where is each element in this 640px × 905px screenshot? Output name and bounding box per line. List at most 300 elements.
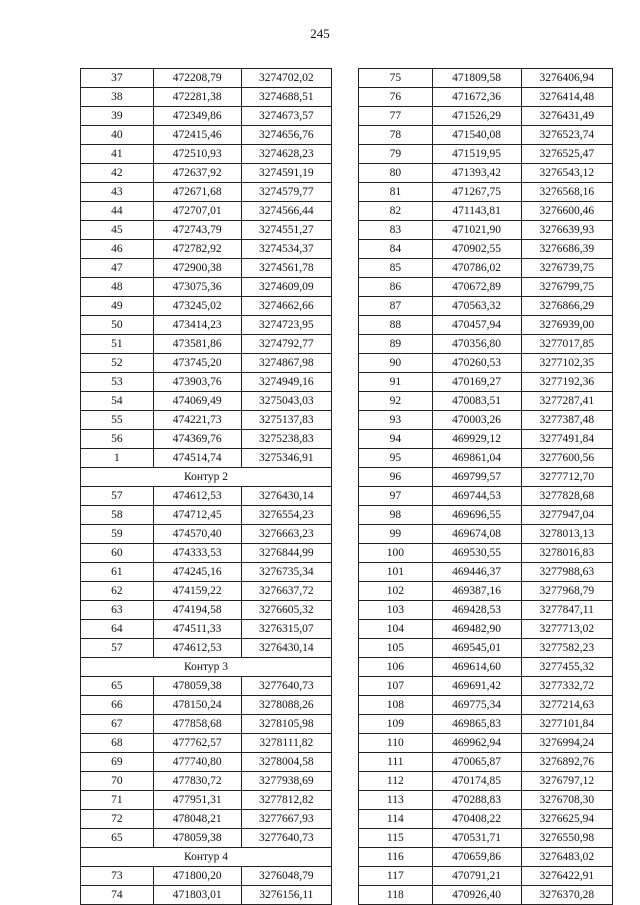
point-number-cell: 86: [359, 278, 433, 297]
x-coordinate-cell: 469962,94: [432, 734, 521, 753]
x-coordinate-cell: 470356,80: [432, 335, 521, 354]
x-coordinate-cell: 474712,45: [153, 506, 241, 525]
point-number-cell: 75: [359, 69, 433, 88]
table-row: [81, 791, 332, 810]
table-row: [81, 601, 332, 620]
x-coordinate-cell: 469674,08: [432, 525, 521, 544]
x-coordinate-cell: 473414,23: [153, 316, 241, 335]
y-coordinate-cell: 3277332,72: [521, 677, 612, 696]
x-coordinate-cell: 470083,51: [432, 392, 521, 411]
point-number-cell: 55: [81, 411, 154, 430]
y-coordinate-cell: 3277812,82: [241, 791, 331, 810]
x-coordinate-cell: 473581,86: [153, 335, 241, 354]
x-coordinate-cell: 474159,22: [153, 582, 241, 601]
table-row: [359, 639, 613, 658]
x-coordinate-cell: 474612,53: [153, 639, 241, 658]
point-number-cell: 59: [81, 525, 154, 544]
point-number-cell: 60: [81, 544, 154, 563]
y-coordinate-cell: 3276892,76: [521, 753, 612, 772]
x-coordinate-cell: 469929,12: [432, 430, 521, 449]
table-row: [81, 297, 332, 316]
x-coordinate-cell: 470260,53: [432, 354, 521, 373]
y-coordinate-cell: 3278013,13: [521, 525, 612, 544]
table-row: [359, 810, 613, 829]
point-number-cell: 58: [81, 506, 154, 525]
x-coordinate-cell: 474069,49: [153, 392, 241, 411]
x-coordinate-cell: 477951,31: [153, 791, 241, 810]
y-coordinate-cell: 3276406,94: [521, 69, 612, 88]
x-coordinate-cell: 474221,73: [153, 411, 241, 430]
y-coordinate-cell: 3276637,72: [241, 582, 331, 601]
x-coordinate-cell: 470672,89: [432, 278, 521, 297]
point-number-cell: 97: [359, 487, 433, 506]
table-row: [359, 734, 613, 753]
x-coordinate-cell: 472782,92: [153, 240, 241, 259]
point-number-cell: 110: [359, 734, 433, 753]
contour-header-row: [81, 848, 332, 867]
y-coordinate-cell: 3275137,83: [241, 411, 331, 430]
point-number-cell: 70: [81, 772, 154, 791]
point-number-cell: 95: [359, 449, 433, 468]
y-coordinate-cell: 3277287,41: [521, 392, 612, 411]
table-row: [81, 392, 332, 411]
x-coordinate-cell: 470174,85: [432, 772, 521, 791]
table-row: [81, 278, 332, 297]
y-coordinate-cell: 3276431,49: [521, 107, 612, 126]
table-row: [359, 525, 613, 544]
coordinates-table-right: [358, 68, 613, 905]
y-coordinate-cell: 3276639,93: [521, 221, 612, 240]
x-coordinate-cell: 470288,83: [432, 791, 521, 810]
point-number-cell: 42: [81, 164, 154, 183]
point-number-cell: 108: [359, 696, 433, 715]
y-coordinate-cell: 3277582,23: [521, 639, 612, 658]
x-coordinate-cell: 470065,87: [432, 753, 521, 772]
table-row: [81, 240, 332, 259]
table-row: [81, 734, 332, 753]
point-number-cell: 46: [81, 240, 154, 259]
point-number-cell: 117: [359, 867, 433, 886]
y-coordinate-cell: 3277667,93: [241, 810, 331, 829]
coordinates-table-left-body: [81, 69, 332, 905]
x-coordinate-cell: 474570,40: [153, 525, 241, 544]
y-coordinate-cell: 3276686,39: [521, 240, 612, 259]
table-row: [359, 411, 613, 430]
table-row: [359, 373, 613, 392]
table-row: [81, 544, 332, 563]
x-coordinate-cell: 472349,86: [153, 107, 241, 126]
y-coordinate-cell: 3274534,37: [241, 240, 331, 259]
table-row: [81, 696, 332, 715]
y-coordinate-cell: 3276708,30: [521, 791, 612, 810]
table-row: [81, 202, 332, 221]
y-coordinate-cell: 3276739,75: [521, 259, 612, 278]
coordinates-table-left: [80, 68, 332, 905]
y-coordinate-cell: 3276735,34: [241, 563, 331, 582]
x-coordinate-cell: 473245,02: [153, 297, 241, 316]
point-number-cell: 102: [359, 582, 433, 601]
point-number-cell: 79: [359, 145, 433, 164]
x-coordinate-cell: 477858,68: [153, 715, 241, 734]
x-coordinate-cell: 474369,76: [153, 430, 241, 449]
y-coordinate-cell: 3274792,77: [241, 335, 331, 354]
y-coordinate-cell: 3276315,07: [241, 620, 331, 639]
table-row: [359, 145, 613, 164]
point-number-cell: 44: [81, 202, 154, 221]
y-coordinate-cell: 3274551,27: [241, 221, 331, 240]
x-coordinate-cell: 472510,93: [153, 145, 241, 164]
point-number-cell: 96: [359, 468, 433, 487]
point-number-cell: 101: [359, 563, 433, 582]
y-coordinate-cell: 3274688,51: [241, 88, 331, 107]
x-coordinate-cell: 470003,26: [432, 411, 521, 430]
table-row: [81, 620, 332, 639]
point-number-cell: 40: [81, 126, 154, 145]
coordinates-table-right-body: [359, 69, 613, 905]
table-row: [359, 297, 613, 316]
point-number-cell: 53: [81, 373, 154, 392]
y-coordinate-cell: 3277455,32: [521, 658, 612, 677]
table-row: [81, 677, 332, 696]
table-row: [81, 449, 332, 468]
table-row: [359, 563, 613, 582]
x-coordinate-cell: 474511,33: [153, 620, 241, 639]
table-row: [81, 316, 332, 335]
x-coordinate-cell: 470169,27: [432, 373, 521, 392]
table-row: [359, 126, 613, 145]
y-coordinate-cell: 3276844,99: [241, 544, 331, 563]
x-coordinate-cell: 470408,22: [432, 810, 521, 829]
y-coordinate-cell: 3277713,02: [521, 620, 612, 639]
table-row: [81, 259, 332, 278]
point-number-cell: 38: [81, 88, 154, 107]
y-coordinate-cell: 3276048,79: [241, 867, 331, 886]
x-coordinate-cell: 473745,20: [153, 354, 241, 373]
point-number-cell: 84: [359, 240, 433, 259]
x-coordinate-cell: 472637,92: [153, 164, 241, 183]
x-coordinate-cell: 469691,42: [432, 677, 521, 696]
point-number-cell: 73: [81, 867, 154, 886]
table-row: [359, 582, 613, 601]
point-number-cell: 47: [81, 259, 154, 278]
x-coordinate-cell: 469775,34: [432, 696, 521, 715]
x-coordinate-cell: 469530,55: [432, 544, 521, 563]
point-number-cell: 57: [81, 639, 154, 658]
point-number-cell: 116: [359, 848, 433, 867]
table-row: [359, 620, 613, 639]
y-coordinate-cell: 3275346,91: [241, 449, 331, 468]
table-row: [81, 126, 332, 145]
point-number-cell: 106: [359, 658, 433, 677]
y-coordinate-cell: 3276414,48: [521, 88, 612, 107]
y-coordinate-cell: 3276430,14: [241, 639, 331, 658]
x-coordinate-cell: 472671,68: [153, 183, 241, 202]
x-coordinate-cell: 469446,37: [432, 563, 521, 582]
table-row: [81, 525, 332, 544]
contour-header-row: [81, 658, 332, 677]
point-number-cell: 111: [359, 753, 433, 772]
table-row: [81, 164, 332, 183]
y-coordinate-cell: 3278016,83: [521, 544, 612, 563]
y-coordinate-cell: 3275238,83: [241, 430, 331, 449]
y-coordinate-cell: 3276797,12: [521, 772, 612, 791]
point-number-cell: 39: [81, 107, 154, 126]
table-row: [359, 791, 613, 810]
y-coordinate-cell: 3274662,66: [241, 297, 331, 316]
point-number-cell: 88: [359, 316, 433, 335]
y-coordinate-cell: 3276525,47: [521, 145, 612, 164]
point-number-cell: 51: [81, 335, 154, 354]
y-coordinate-cell: 3276370,28: [521, 886, 612, 905]
x-coordinate-cell: 474245,16: [153, 563, 241, 582]
x-coordinate-cell: 469614,60: [432, 658, 521, 677]
point-number-cell: 65: [81, 829, 154, 848]
table-row: [81, 639, 332, 658]
point-number-cell: 71: [81, 791, 154, 810]
point-number-cell: 80: [359, 164, 433, 183]
table-row: [359, 430, 613, 449]
y-coordinate-cell: 3277600,56: [521, 449, 612, 468]
y-coordinate-cell: 3276156,11: [241, 886, 331, 905]
point-number-cell: 78: [359, 126, 433, 145]
x-coordinate-cell: 469428,53: [432, 601, 521, 620]
y-coordinate-cell: 3277214,63: [521, 696, 612, 715]
point-number-cell: 74: [81, 886, 154, 905]
y-coordinate-cell: 3274702,02: [241, 69, 331, 88]
table-row: [359, 69, 613, 88]
x-coordinate-cell: 469799,57: [432, 468, 521, 487]
y-coordinate-cell: 3276625,94: [521, 810, 612, 829]
point-number-cell: 91: [359, 373, 433, 392]
x-coordinate-cell: 469744,53: [432, 487, 521, 506]
table-row: [359, 392, 613, 411]
table-row: [359, 240, 613, 259]
table-row: [81, 753, 332, 772]
point-number-cell: 45: [81, 221, 154, 240]
table-row: [81, 221, 332, 240]
y-coordinate-cell: 3274628,23: [241, 145, 331, 164]
x-coordinate-cell: 469545,01: [432, 639, 521, 658]
table-row: [81, 183, 332, 202]
y-coordinate-cell: 3278004,58: [241, 753, 331, 772]
point-number-cell: 109: [359, 715, 433, 734]
x-coordinate-cell: 474333,53: [153, 544, 241, 563]
y-coordinate-cell: 3277017,85: [521, 335, 612, 354]
table-row: [359, 886, 613, 905]
point-number-cell: 77: [359, 107, 433, 126]
table-row: [359, 544, 613, 563]
point-number-cell: 115: [359, 829, 433, 848]
point-number-cell: 56: [81, 430, 154, 449]
point-number-cell: 94: [359, 430, 433, 449]
table-row: [359, 221, 613, 240]
y-coordinate-cell: 3274723,95: [241, 316, 331, 335]
table-row: [81, 563, 332, 582]
point-number-cell: 93: [359, 411, 433, 430]
point-number-cell: 105: [359, 639, 433, 658]
table-row: [359, 335, 613, 354]
x-coordinate-cell: 470659,86: [432, 848, 521, 867]
point-number-cell: 52: [81, 354, 154, 373]
point-number-cell: 87: [359, 297, 433, 316]
point-number-cell: 90: [359, 354, 433, 373]
point-number-cell: 49: [81, 297, 154, 316]
point-number-cell: 50: [81, 316, 154, 335]
table-row: [359, 506, 613, 525]
y-coordinate-cell: 3276605,32: [241, 601, 331, 620]
x-coordinate-cell: 471519,95: [432, 145, 521, 164]
table-row: [359, 658, 613, 677]
x-coordinate-cell: 469696,55: [432, 506, 521, 525]
table-row: [359, 354, 613, 373]
table-row: [81, 582, 332, 601]
point-number-cell: 114: [359, 810, 433, 829]
y-coordinate-cell: 3277101,84: [521, 715, 612, 734]
table-row: [81, 715, 332, 734]
point-number-cell: 48: [81, 278, 154, 297]
y-coordinate-cell: 3277192,36: [521, 373, 612, 392]
y-coordinate-cell: 3277387,48: [521, 411, 612, 430]
x-coordinate-cell: 472707,01: [153, 202, 241, 221]
y-coordinate-cell: 3276568,16: [521, 183, 612, 202]
y-coordinate-cell: 3277640,73: [241, 829, 331, 848]
x-coordinate-cell: 470902,55: [432, 240, 521, 259]
point-number-cell: 62: [81, 582, 154, 601]
x-coordinate-cell: 472743,79: [153, 221, 241, 240]
point-number-cell: 57: [81, 487, 154, 506]
point-number-cell: 65: [81, 677, 154, 696]
point-number-cell: 76: [359, 88, 433, 107]
y-coordinate-cell: 3276866,29: [521, 297, 612, 316]
table-row: [81, 335, 332, 354]
point-number-cell: 85: [359, 259, 433, 278]
table-row: [359, 316, 613, 335]
y-coordinate-cell: 3278088,26: [241, 696, 331, 715]
x-coordinate-cell: 471143,81: [432, 202, 521, 221]
table-row: [359, 468, 613, 487]
x-coordinate-cell: 471021,90: [432, 221, 521, 240]
table-row: [81, 88, 332, 107]
y-coordinate-cell: 3277938,69: [241, 772, 331, 791]
point-number-cell: 100: [359, 544, 433, 563]
y-coordinate-cell: 3276994,24: [521, 734, 612, 753]
point-number-cell: 69: [81, 753, 154, 772]
point-number-cell: 112: [359, 772, 433, 791]
y-coordinate-cell: 3274609,09: [241, 278, 331, 297]
point-number-cell: 61: [81, 563, 154, 582]
x-coordinate-cell: 469387,16: [432, 582, 521, 601]
y-coordinate-cell: 3276523,74: [521, 126, 612, 145]
y-coordinate-cell: 3276663,23: [241, 525, 331, 544]
table-row: [81, 487, 332, 506]
x-coordinate-cell: 474612,53: [153, 487, 241, 506]
x-coordinate-cell: 477830,72: [153, 772, 241, 791]
contour-title: Контур 2: [81, 468, 332, 487]
y-coordinate-cell: 3274867,98: [241, 354, 331, 373]
point-number-cell: 107: [359, 677, 433, 696]
table-row: [359, 183, 613, 202]
y-coordinate-cell: 3274591,19: [241, 164, 331, 183]
x-coordinate-cell: 472900,38: [153, 259, 241, 278]
y-coordinate-cell: 3276799,75: [521, 278, 612, 297]
y-coordinate-cell: 3275043,03: [241, 392, 331, 411]
y-coordinate-cell: 3276550,98: [521, 829, 612, 848]
x-coordinate-cell: 471393,42: [432, 164, 521, 183]
x-coordinate-cell: 478059,38: [153, 677, 241, 696]
point-number-cell: 41: [81, 145, 154, 164]
table-row: [359, 696, 613, 715]
y-coordinate-cell: 3274673,57: [241, 107, 331, 126]
table-row: [81, 69, 332, 88]
table-row: [359, 677, 613, 696]
table-row: [359, 487, 613, 506]
x-coordinate-cell: 471809,58: [432, 69, 521, 88]
x-coordinate-cell: 473903,76: [153, 373, 241, 392]
table-row: [81, 886, 332, 905]
y-coordinate-cell: 3277847,11: [521, 601, 612, 620]
table-row: [81, 829, 332, 848]
point-number-cell: 92: [359, 392, 433, 411]
y-coordinate-cell: 3277491,84: [521, 430, 612, 449]
x-coordinate-cell: 474514,74: [153, 449, 241, 468]
point-number-cell: 104: [359, 620, 433, 639]
table-row: [359, 278, 613, 297]
table-row: [359, 164, 613, 183]
table-row: [359, 829, 613, 848]
y-coordinate-cell: 3277968,79: [521, 582, 612, 601]
table-row: [359, 848, 613, 867]
contour-header-row: [81, 468, 332, 487]
point-number-cell: 1: [81, 449, 154, 468]
point-number-cell: 64: [81, 620, 154, 639]
x-coordinate-cell: 469865,83: [432, 715, 521, 734]
y-coordinate-cell: 3276543,12: [521, 164, 612, 183]
table-row: [359, 772, 613, 791]
point-number-cell: 54: [81, 392, 154, 411]
y-coordinate-cell: 3276483,02: [521, 848, 612, 867]
y-coordinate-cell: 3277828,68: [521, 487, 612, 506]
x-coordinate-cell: 470563,32: [432, 297, 521, 316]
table-row: [81, 810, 332, 829]
table-row: [81, 373, 332, 392]
table-row: [359, 88, 613, 107]
x-coordinate-cell: 469861,04: [432, 449, 521, 468]
table-row: [81, 107, 332, 126]
page-number: 245: [310, 26, 330, 41]
table-row: [359, 202, 613, 221]
y-coordinate-cell: 3278111,82: [241, 734, 331, 753]
table-row: [81, 772, 332, 791]
table-row: [359, 715, 613, 734]
y-coordinate-cell: 3274561,78: [241, 259, 331, 278]
x-coordinate-cell: 478059,38: [153, 829, 241, 848]
x-coordinate-cell: 470457,94: [432, 316, 521, 335]
y-coordinate-cell: 3276600,46: [521, 202, 612, 221]
y-coordinate-cell: 3274579,77: [241, 183, 331, 202]
point-number-cell: 43: [81, 183, 154, 202]
table-row: [359, 107, 613, 126]
table-row: [359, 449, 613, 468]
x-coordinate-cell: 470926,40: [432, 886, 521, 905]
x-coordinate-cell: 471800,20: [153, 867, 241, 886]
x-coordinate-cell: 469482,90: [432, 620, 521, 639]
table-row: [81, 867, 332, 886]
table-row: [81, 430, 332, 449]
x-coordinate-cell: 470531,71: [432, 829, 521, 848]
x-coordinate-cell: 471803,01: [153, 886, 241, 905]
y-coordinate-cell: 3277102,35: [521, 354, 612, 373]
table-row: [81, 411, 332, 430]
